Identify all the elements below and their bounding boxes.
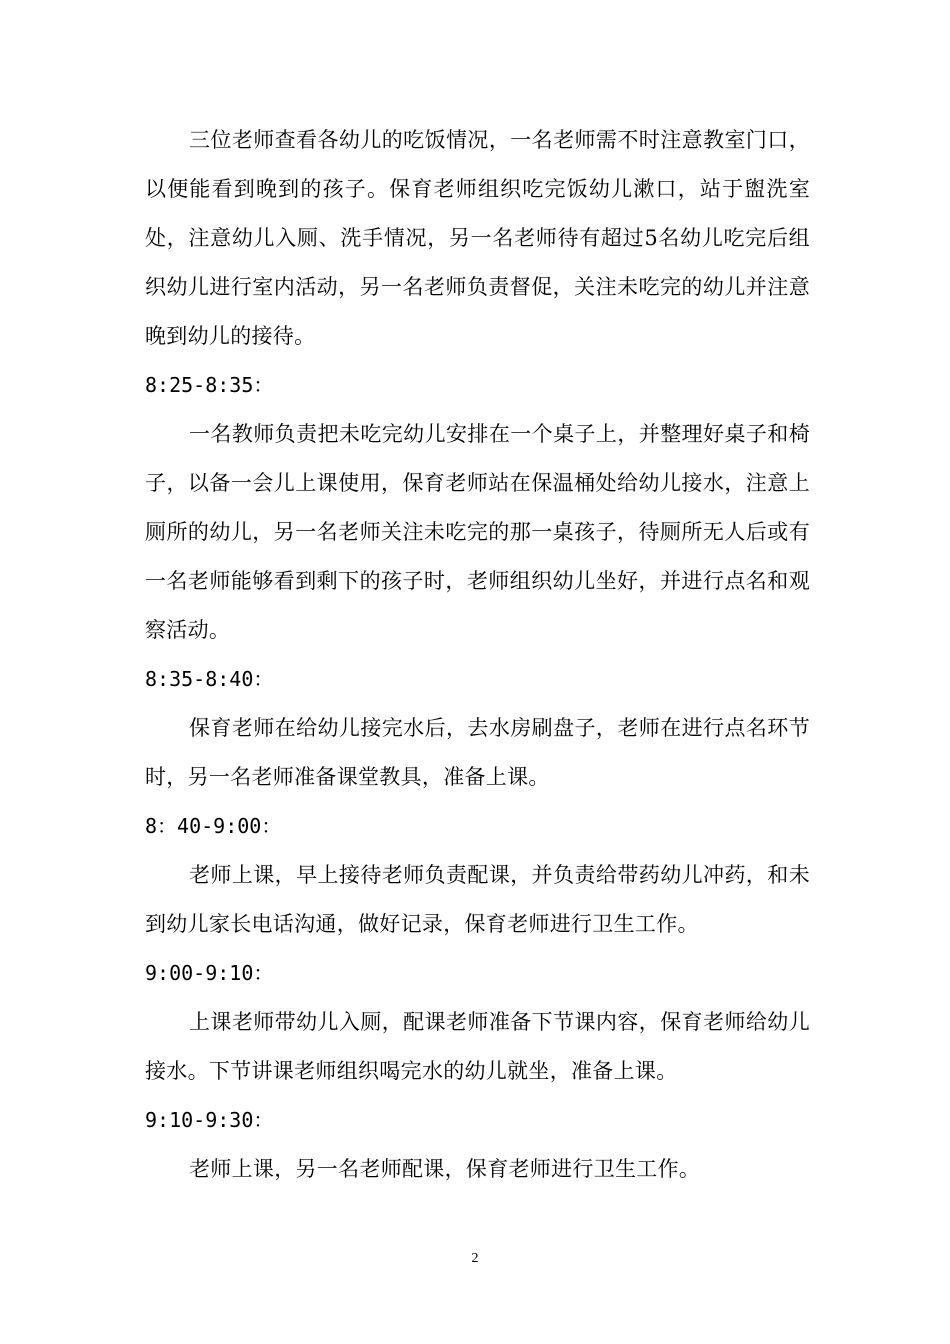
time-heading-0835-0840: 8:35-8:40： [145, 667, 274, 691]
time-heading-0840-0900: 8：40-9:00： [145, 814, 282, 838]
paragraph-breakfast-supervision: 三位老师查看各幼儿的吃饭情况，一名老师需不时注意教室门口，以便能看到晚到的孩子。保育老师组织吃完饭幼儿漱口，站于盥洗室处，注意幼儿入厕、洗手情况，另一名老师待有超过5名幼儿吃完后组织幼儿进行室内活动，另一名老师负责督促，关注未吃完的幼儿并注意晚到幼儿的接待。 [145, 128, 810, 348]
paragraph-roll-call-prep: 一名教师负责把未吃完幼儿安排在一个桌子上，并整理好桌子和椅子，以备一会儿上课使用，保育老师站在保温桶处给幼儿接水，注意上厕所的幼儿，另一名老师关注未吃完的那一桌孩子，待厕所无人后或有一名老师能够看到剩下的孩子时，老师组织幼儿坐好，并进行点名和观察活动。 [145, 422, 810, 642]
paragraph-class-prep: 保育老师在给幼儿接完水后，去水房刷盘子，老师在进行点名环节时，另一名老师准备课堂教具，准备上课。 [145, 716, 810, 789]
page-number: 2 [471, 1251, 479, 1266]
time-heading-0825-0835: 8:25-8:35： [145, 373, 274, 397]
time-heading-0910-0930: 9:10-9:30： [145, 1108, 274, 1132]
time-heading-0900-0910: 9:00-9:10： [145, 961, 274, 985]
document-body [145, 116, 810, 1194]
paragraph-first-lesson: 老师上课，早上接待老师负责配课，并负责给带药幼儿冲药，和未到幼儿家长电话沟通，做好记录，保育老师进行卫生工作。 [145, 863, 810, 936]
paragraph-break-transition: 上课老师带幼儿入厕，配课老师准备下节课内容，保育老师给幼儿接水。下节讲课老师组织喝完水的幼儿就坐，准备上课。 [145, 1010, 810, 1083]
paragraph-second-lesson: 老师上课，另一名老师配课，保育老师进行卫生工作。 [189, 1157, 701, 1181]
